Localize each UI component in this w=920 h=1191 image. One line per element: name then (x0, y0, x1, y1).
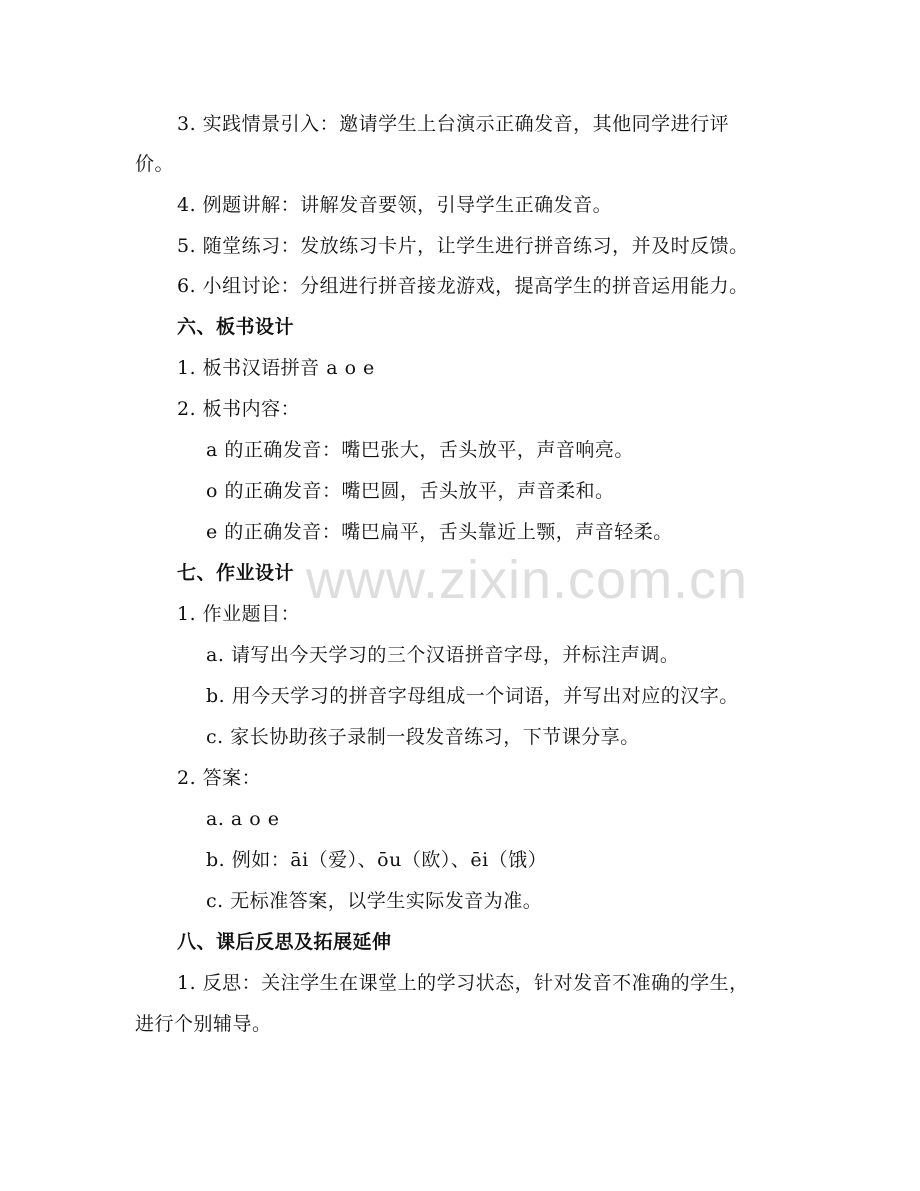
item-4-example-explanation: 4. 例题讲解：讲解发音要领，引导学生正确发音。 (177, 194, 613, 216)
answer-c: c. 无标准答案，以学生实际发音为准。 (206, 890, 543, 912)
item-6-group-discussion: 6. 小组讨论：分组进行拼音接龙游戏，提高学生的拼音运用能力。 (177, 275, 749, 297)
section-heading-homework: 七、作业设计 (177, 562, 295, 584)
answer-item-2: 2. 答案： (177, 767, 262, 789)
item-3-practice-scenario: 3. 实践情景引入：邀请学生上台演示正确发音，其他同学进行评 (177, 113, 730, 135)
board-content-e: e 的正确发音：嘴巴扁平，舌头靠近上颚，声音轻柔。 (206, 521, 673, 543)
answer-a: a. a o e (206, 808, 280, 830)
section-heading-board-design: 六、板书设计 (177, 316, 295, 338)
board-item-1: 1. 板书汉语拼音 a o e (177, 357, 375, 379)
homework-item-1: 1. 作业题目： (177, 603, 301, 625)
homework-question-a: a. 请写出今天学习的三个汉语拼音字母，并标注声调。 (206, 644, 680, 666)
homework-question-b: b. 用今天学习的拼音字母组成一个词语，并写出对应的汉字。 (206, 685, 739, 707)
reflection-item-1: 1. 反思：关注学生在课堂上的学习状态，针对发音不准确的学生， (177, 972, 749, 994)
item-3-continuation: 价。 (135, 153, 175, 175)
board-content-a: a 的正确发音：嘴巴张大，舌头放平，声音响亮。 (206, 439, 634, 461)
section-heading-reflection: 八、课后反思及拓展延伸 (177, 931, 392, 953)
board-item-2: 2. 板书内容： (177, 398, 301, 420)
answer-b: b. 例如：āi（爱）、ōu（欧）、ēi（饿） (206, 849, 548, 871)
board-content-o: o 的正确发音：嘴巴圆，舌头放平，声音柔和。 (206, 480, 615, 502)
reflection-item-1-continuation: 进行个别辅导。 (135, 1013, 272, 1035)
homework-question-c: c. 家长协助孩子录制一段发音练习，下节课分享。 (206, 726, 640, 748)
item-5-class-practice: 5. 随堂练习：发放练习卡片，让学生进行拼音练习，并及时反馈。 (177, 235, 749, 257)
watermark: www.zixin.com.cn (306, 550, 749, 610)
